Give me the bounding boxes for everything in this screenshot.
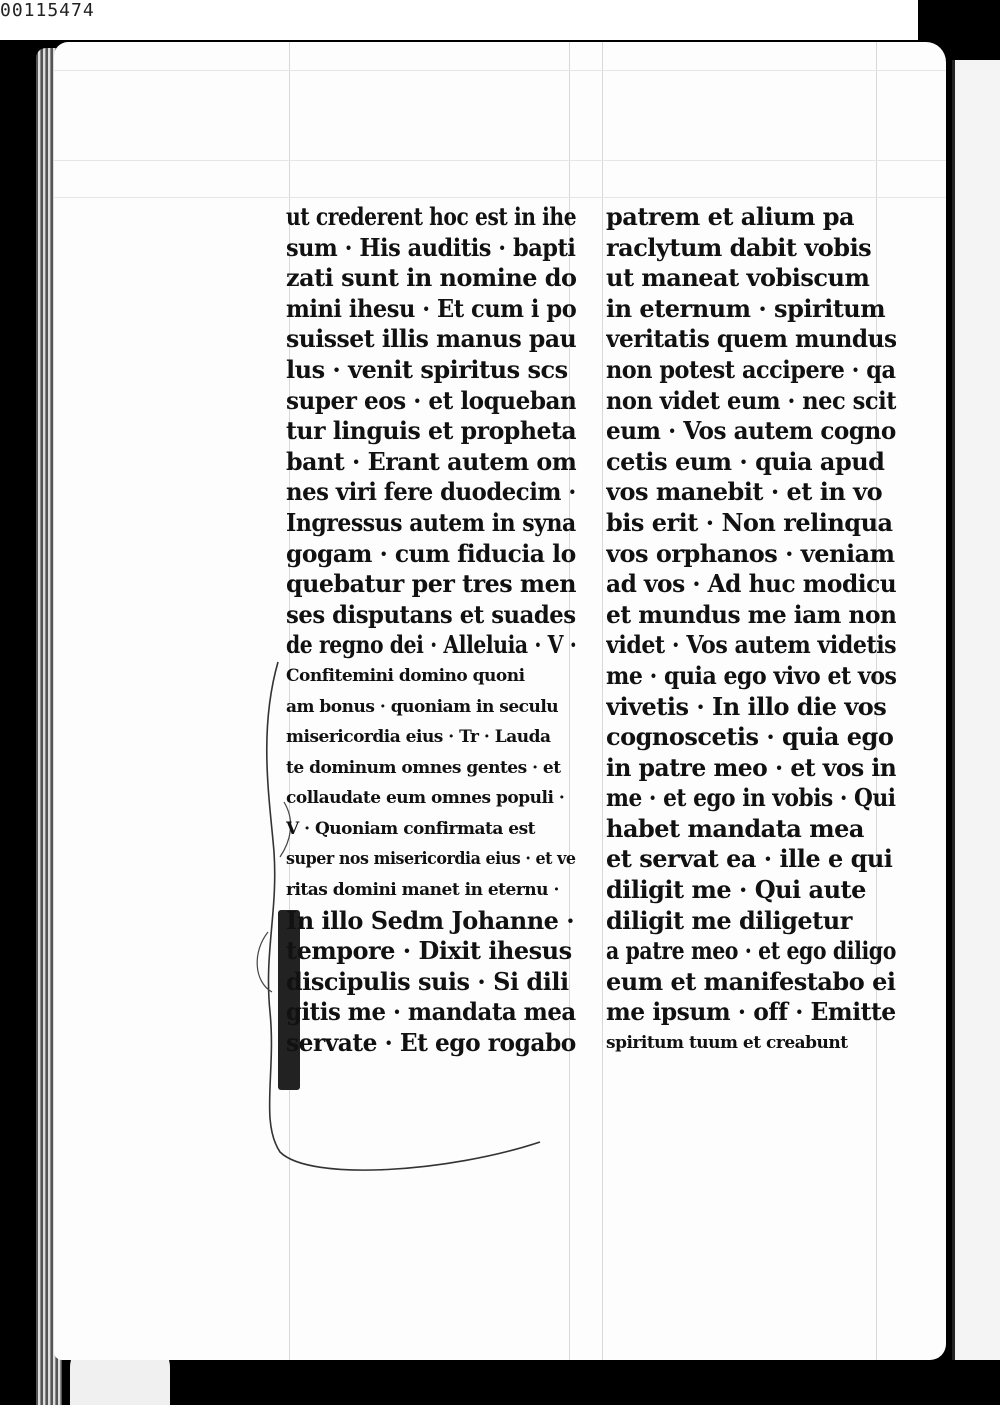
right-text-column [606,202,896,1059]
text-line: mini ihesu · Et cum i po [286,293,577,323]
text-line: vos manebit · et in vo [606,477,883,507]
text-line: diligit me · Qui aute [606,875,866,905]
text-line: lus · venit spiritus scs [286,354,568,384]
left-text-column [286,202,576,1059]
text-line: habet mandata mea [606,813,864,843]
text-line: Confitemini domino quoni [286,665,525,686]
text-line: raclytum dabit vobis [606,232,872,262]
text-line: V · Quoniam confirmata est [286,818,535,839]
text-line: videt · Vos autem videtis [606,630,897,660]
text-line: super nos misericordia eius · et ve [286,849,576,870]
text-line: te dominum omnes gentes · et [286,757,561,778]
ruling-line-horizontal [54,70,946,71]
text-line: zati sunt in nomine do [286,263,577,293]
text-line: spiritum tuum et creabunt [606,1033,848,1054]
image-reference-number: 00115474 [0,0,95,21]
text-line: cetis eum · quia apud [606,446,885,476]
text-line: quebatur per tres men [286,569,576,599]
text-line: collaudate eum omnes populi · [286,788,565,809]
text-line: ut maneat vobiscum [606,263,870,293]
text-line: nes viri fere duodecim · [286,477,576,507]
text-line: sum · His auditis · bapti [286,232,576,262]
text-line: gogam · cum fiducia lo [286,538,576,568]
ruling-line-vertical [602,42,603,1360]
text-line: diligit me diligetur [606,905,852,935]
text-line: am bonus · quoniam in seculu [286,696,559,717]
text-line: me · quia ego vivo et vos [606,660,897,690]
text-line: ritas domini manet in eternu · [286,880,559,901]
text-line: patrem et alium pa [606,202,855,231]
text-line: in eternum · spiritum [606,293,886,323]
text-line: vos orphanos · veniam [606,538,895,568]
text-line: et mundus me iam non [606,599,897,629]
text-line: eum et manifestabo ei [606,966,896,996]
text-line: eum · Vos autem cogno [606,416,896,446]
text-line: veritatis quem mundus [606,324,897,354]
ruling-line-horizontal [54,197,946,198]
text-line: bant · Erant autem om [286,446,577,476]
text-line: de regno dei · Alleluia · V · [286,630,577,660]
top-margin-strip [0,0,1000,40]
text-line: non videt eum · nec scit [606,385,897,415]
text-line: in patre meo · et vos in [606,752,896,782]
text-line: Ingressus autem in syna [286,507,576,537]
text-line: servate · Et ego rogabo [286,1028,576,1058]
ruling-line-horizontal [54,160,946,161]
text-line: me · et ego in vobis · Qui [606,783,896,813]
text-line: super eos · et loqueban [286,385,576,415]
opposite-page-edge [952,60,1000,1360]
text-line: et servat ea · ille e qui [606,844,893,874]
text-line: ad vos · Ad huc modicu [606,569,897,599]
text-line: ut crederent hoc est in ihe [286,202,576,231]
text-line: ses disputans et suades [286,599,576,629]
text-line: bis erit · Non relinqua [606,507,893,537]
manuscript-page [54,42,946,1360]
text-line: vivetis · In illo die vos [606,691,887,721]
text-line: suisset illis manus pau [286,324,577,354]
text-line: gitis me · mandata mea [286,997,576,1027]
text-line: tempore · Dixit ihesus [286,936,572,966]
text-line: In illo Sedm Johanne · [286,905,575,935]
text-line: me ipsum · off · Emitte [606,997,896,1027]
text-line: a patre meo · et ego diligo [606,936,896,966]
text-line: tur linguis et propheta [286,416,576,446]
text-line: misericordia eius · Tr · Lauda [286,727,551,748]
text-line: non potest accipere · qa [606,354,896,384]
text-line: discipulis suis · Si dili [286,966,569,996]
text-line: cognoscetis · quia ego [606,722,894,752]
